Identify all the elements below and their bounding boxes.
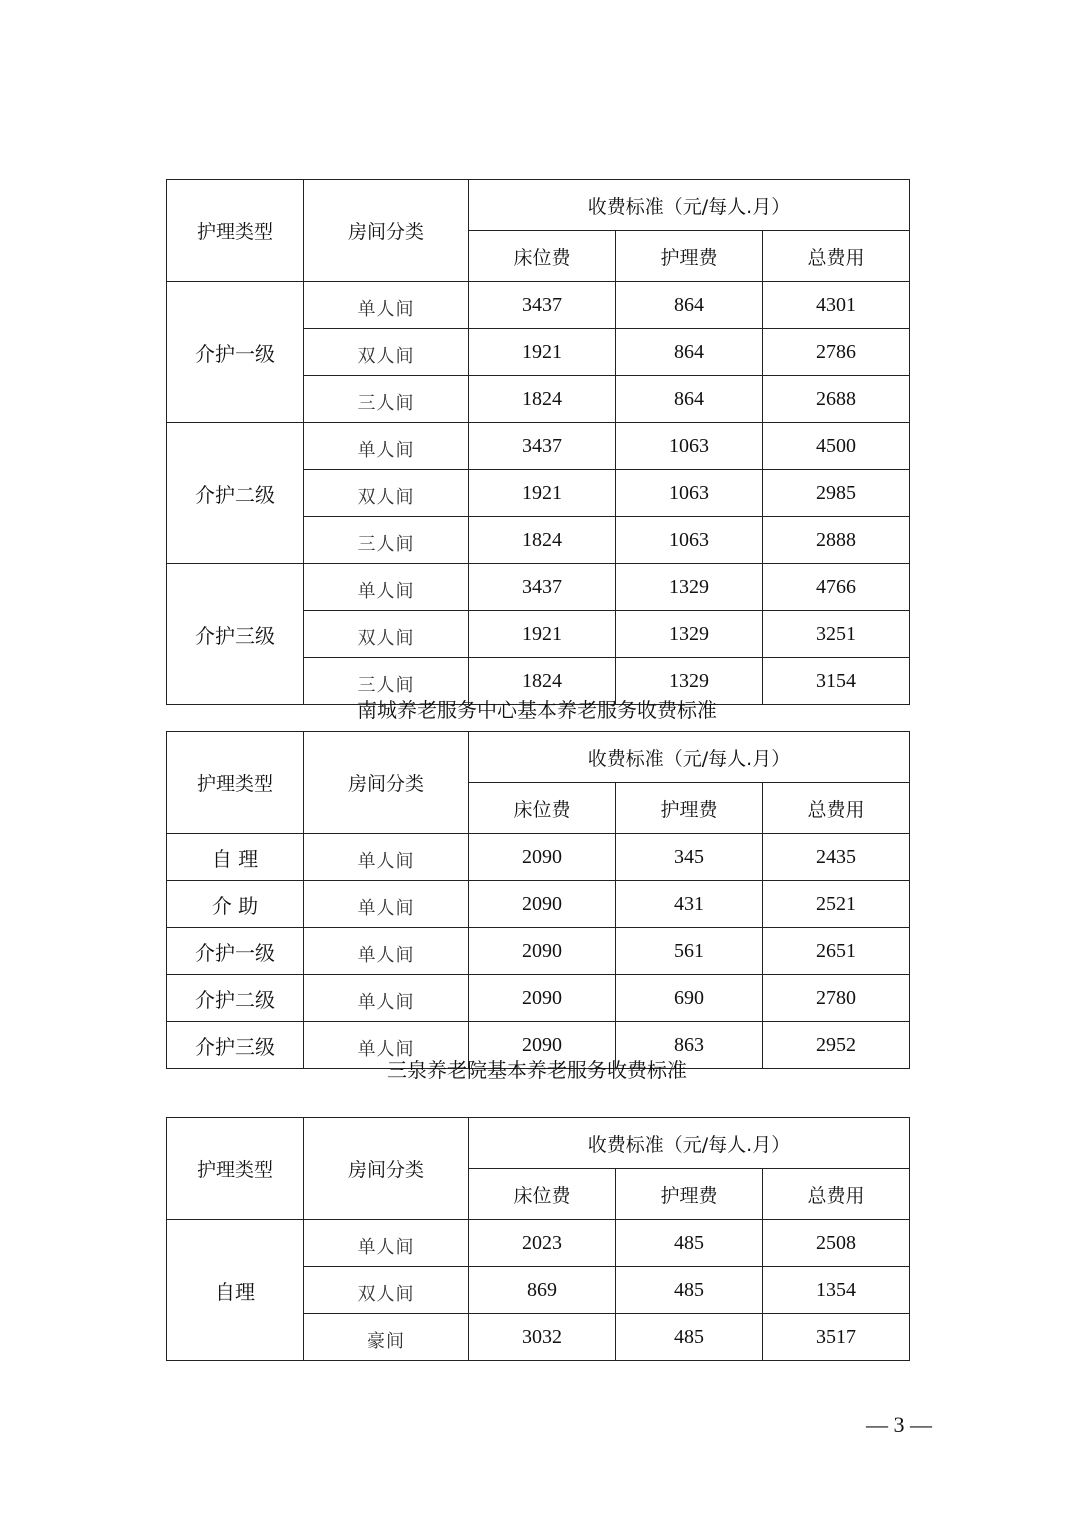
- bed-fee-cell: 2090: [469, 881, 616, 928]
- care-fee-cell: 485: [616, 1267, 763, 1314]
- care-type-cell: 自理: [167, 1220, 304, 1361]
- total-fee-cell: 4766: [763, 564, 910, 611]
- fee-table-3: [166, 1117, 910, 1361]
- care-fee-cell: 431: [616, 881, 763, 928]
- fee-table-2: [166, 731, 910, 1069]
- header-total-fee: 总费用: [763, 1169, 910, 1220]
- care-type-cell: 介护三级: [167, 1022, 304, 1069]
- header-fee-standard: 收费标准（元/每人.月）: [469, 1118, 910, 1169]
- total-fee-cell: 2651: [763, 928, 910, 975]
- bed-fee-cell: 2090: [469, 1022, 616, 1069]
- care-fee-cell: 1063: [616, 470, 763, 517]
- bed-fee-cell: 3437: [469, 564, 616, 611]
- bed-fee-cell: 3032: [469, 1314, 616, 1361]
- room-type-cell: 三人间: [304, 658, 469, 705]
- header-total-fee: 总费用: [763, 783, 910, 834]
- room-type-cell: 单人间: [304, 423, 469, 470]
- room-type-cell: 单人间: [304, 975, 469, 1022]
- bed-fee-cell: 3437: [469, 282, 616, 329]
- total-fee-cell: 3154: [763, 658, 910, 705]
- table-2-title: 南城养老服务中心基本养老服务收费标准: [357, 698, 717, 722]
- header-care-fee: 护理费: [616, 783, 763, 834]
- bed-fee-cell: 3437: [469, 423, 616, 470]
- total-fee-cell: 4500: [763, 423, 910, 470]
- header-care-fee: 护理费: [616, 1169, 763, 1220]
- page-number: — 3 —: [866, 1412, 932, 1437]
- table-row: [167, 282, 910, 329]
- bed-fee-cell: 1921: [469, 329, 616, 376]
- total-fee-cell: 2435: [763, 834, 910, 881]
- header-room-type: 房间分类: [304, 1118, 469, 1220]
- table-row: [167, 975, 910, 1022]
- care-type-cell: 介护二级: [167, 975, 304, 1022]
- care-fee-cell: 485: [616, 1314, 763, 1361]
- header-fee-standard: 收费标准（元/每人.月）: [469, 732, 910, 783]
- total-fee-cell: 2508: [763, 1220, 910, 1267]
- total-fee-cell: 2786: [763, 329, 910, 376]
- care-fee-cell: 864: [616, 329, 763, 376]
- room-type-cell: 单人间: [304, 564, 469, 611]
- care-type-cell: 介护一级: [167, 928, 304, 975]
- header-total-fee: 总费用: [763, 231, 910, 282]
- care-fee-cell: 345: [616, 834, 763, 881]
- bed-fee-cell: 2090: [469, 975, 616, 1022]
- care-fee-cell: 864: [616, 376, 763, 423]
- total-fee-cell: 3251: [763, 611, 910, 658]
- header-bed-fee: 床位费: [469, 783, 616, 834]
- table-row: [167, 564, 910, 611]
- care-fee-cell: 1063: [616, 423, 763, 470]
- total-fee-cell: 2780: [763, 975, 910, 1022]
- room-type-cell: 单人间: [304, 282, 469, 329]
- table-row: [167, 423, 910, 470]
- room-type-cell: 单人间: [304, 1220, 469, 1267]
- table-row: [167, 928, 910, 975]
- room-type-cell: 三人间: [304, 517, 469, 564]
- bed-fee-cell: 2090: [469, 834, 616, 881]
- care-type-cell: 介护二级: [167, 423, 304, 564]
- table-row: [167, 881, 910, 928]
- care-type-cell: 介 助: [167, 881, 304, 928]
- room-type-cell: 单人间: [304, 1022, 469, 1069]
- room-type-cell: 双人间: [304, 329, 469, 376]
- bed-fee-cell: 1921: [469, 470, 616, 517]
- room-type-cell: 三人间: [304, 376, 469, 423]
- header-room-type: 房间分类: [304, 732, 469, 834]
- total-fee-cell: 3517: [763, 1314, 910, 1361]
- care-fee-cell: 863: [616, 1022, 763, 1069]
- total-fee-cell: 2888: [763, 517, 910, 564]
- care-fee-cell: 1063: [616, 517, 763, 564]
- header-room-type: 房间分类: [304, 180, 469, 282]
- bed-fee-cell: 1824: [469, 658, 616, 705]
- room-type-cell: 双人间: [304, 611, 469, 658]
- header-care-type: 护理类型: [167, 732, 304, 834]
- fee-table-1: [166, 179, 910, 705]
- total-fee-cell: 2952: [763, 1022, 910, 1069]
- care-fee-cell: 690: [616, 975, 763, 1022]
- table-1-body: [167, 282, 910, 705]
- header-care-type: 护理类型: [167, 1118, 304, 1220]
- room-type-cell: 单人间: [304, 928, 469, 975]
- room-type-cell: 豪间: [304, 1314, 469, 1361]
- header-fee-standard: 收费标准（元/每人.月）: [469, 180, 910, 231]
- bed-fee-cell: 1824: [469, 376, 616, 423]
- room-type-cell: 双人间: [304, 470, 469, 517]
- care-type-cell: 介护一级: [167, 282, 304, 423]
- total-fee-cell: 2521: [763, 881, 910, 928]
- table-row: [167, 834, 910, 881]
- bed-fee-cell: 2023: [469, 1220, 616, 1267]
- care-fee-cell: 864: [616, 282, 763, 329]
- total-fee-cell: 1354: [763, 1267, 910, 1314]
- table-3-title: 三泉养老院基本养老服务收费标准: [387, 1058, 687, 1082]
- care-fee-cell: 1329: [616, 658, 763, 705]
- care-fee-cell: 1329: [616, 611, 763, 658]
- care-fee-cell: 561: [616, 928, 763, 975]
- header-care-fee: 护理费: [616, 231, 763, 282]
- total-fee-cell: 2985: [763, 470, 910, 517]
- total-fee-cell: 2688: [763, 376, 910, 423]
- care-fee-cell: 1329: [616, 564, 763, 611]
- table-row: [167, 1220, 910, 1267]
- header-bed-fee: 床位费: [469, 1169, 616, 1220]
- header-care-type: 护理类型: [167, 180, 304, 282]
- bed-fee-cell: 1824: [469, 517, 616, 564]
- table-2-body: [167, 834, 910, 1069]
- care-type-cell: 自 理: [167, 834, 304, 881]
- care-fee-cell: 485: [616, 1220, 763, 1267]
- table-3-body: [167, 1220, 910, 1361]
- room-type-cell: 单人间: [304, 834, 469, 881]
- bed-fee-cell: 2090: [469, 928, 616, 975]
- care-type-cell: 介护三级: [167, 564, 304, 705]
- bed-fee-cell: 1921: [469, 611, 616, 658]
- bed-fee-cell: 869: [469, 1267, 616, 1314]
- room-type-cell: 双人间: [304, 1267, 469, 1314]
- header-bed-fee: 床位费: [469, 231, 616, 282]
- total-fee-cell: 4301: [763, 282, 910, 329]
- room-type-cell: 单人间: [304, 881, 469, 928]
